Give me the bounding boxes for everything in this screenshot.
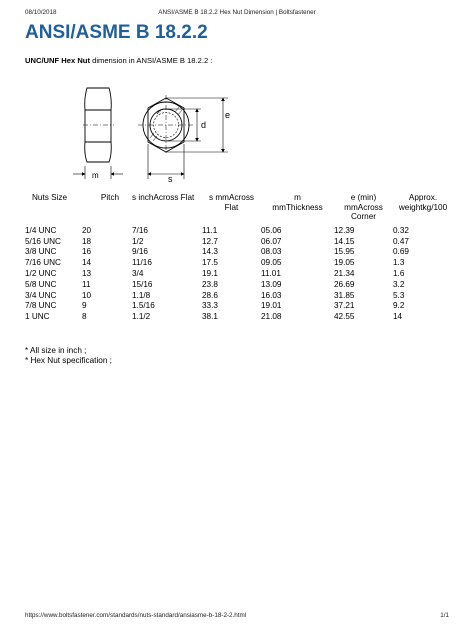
hex-nut-drawing bbox=[25, 70, 245, 185]
table-cell: 33.3 bbox=[202, 301, 218, 311]
table-cell: 5/16 UNC bbox=[25, 236, 61, 246]
table-row bbox=[25, 269, 453, 280]
table-cell: 42.55 bbox=[334, 312, 355, 322]
print-header bbox=[0, 9, 474, 19]
table-row bbox=[25, 258, 453, 269]
table-cell: 8 bbox=[82, 312, 87, 322]
nut-top-view bbox=[138, 95, 231, 179]
table-cell: 1.1/2 bbox=[132, 312, 151, 322]
table-cell: 13 bbox=[82, 268, 92, 278]
table-cell: 1/2 UNC bbox=[25, 268, 57, 278]
print-footer bbox=[0, 612, 474, 622]
table-cell: 0.32 bbox=[393, 225, 409, 235]
table-cell: 7/8 UNC bbox=[25, 301, 57, 311]
print-url: https://www.boltsfastener.com/standards/nuts-standard/ansiasme-b-18-2-2.html bbox=[25, 612, 247, 619]
table-cell: 1 UNC bbox=[25, 312, 50, 322]
table-header-row bbox=[25, 193, 453, 226]
table-cell: 1.3 bbox=[393, 258, 405, 268]
table-cell: 19.1 bbox=[202, 268, 218, 278]
table-cell: 08.03 bbox=[261, 247, 282, 257]
table-cell: 14.15 bbox=[334, 236, 355, 246]
table-cell: 06.07 bbox=[261, 236, 282, 246]
table-cell: 09.05 bbox=[261, 258, 282, 268]
table-cell: 1/2 bbox=[132, 236, 144, 246]
col-header-weight: Approx. weightkg/100 bbox=[398, 193, 448, 212]
table-cell: 9.2 bbox=[393, 301, 405, 311]
table-body bbox=[25, 226, 453, 323]
note-item: * All size in inch ; bbox=[25, 346, 87, 355]
table-cell: 0.47 bbox=[393, 236, 409, 246]
table-row bbox=[25, 280, 453, 291]
table-cell: 16 bbox=[82, 247, 92, 257]
page-subtitle bbox=[25, 56, 212, 65]
dimension-table bbox=[25, 193, 453, 323]
dim-label-e: e bbox=[225, 110, 231, 120]
table-cell: 9 bbox=[82, 301, 87, 311]
dim-label-d: d bbox=[201, 120, 207, 130]
page-title: ANSI/ASME B 18.2.2 bbox=[25, 22, 208, 43]
table-row bbox=[25, 312, 453, 323]
table-cell: 5.3 bbox=[393, 290, 405, 300]
table-cell: 12.7 bbox=[202, 236, 218, 246]
table-cell: 13.09 bbox=[261, 279, 282, 289]
table-cell: 05.06 bbox=[261, 225, 282, 235]
table-cell: 1.5/16 bbox=[132, 301, 155, 311]
table-cell: 14 bbox=[393, 312, 403, 322]
table-cell: 0.69 bbox=[393, 247, 409, 257]
table-cell: 17.5 bbox=[202, 258, 218, 268]
table-cell: 23.8 bbox=[202, 279, 218, 289]
table-row bbox=[25, 247, 453, 258]
col-header-e-min: e (min) mmAcross Corner bbox=[344, 193, 383, 222]
table-cell: 15.95 bbox=[334, 247, 355, 257]
table-cell: 19.01 bbox=[261, 301, 282, 311]
notes bbox=[25, 346, 112, 366]
table-cell: 3/8 UNC bbox=[25, 247, 57, 257]
dim-label-m: m bbox=[92, 171, 99, 180]
col-header-pitch: Pitch bbox=[100, 193, 120, 202]
table-cell: 28.6 bbox=[202, 290, 218, 300]
print-date: 08/10/2018 bbox=[25, 9, 57, 16]
print-page-number: 1/1 bbox=[440, 612, 449, 619]
table-cell: 26.69 bbox=[334, 279, 355, 289]
table-cell: 11/16 bbox=[132, 258, 152, 268]
table-row bbox=[25, 291, 453, 302]
table-cell: 19.05 bbox=[334, 258, 355, 268]
table-cell: 16.03 bbox=[261, 290, 282, 300]
table-cell: 5/8 UNC bbox=[25, 279, 57, 289]
col-header-s-mm: s mmAcross Flat bbox=[208, 193, 255, 212]
table-cell: 7/16 bbox=[132, 225, 148, 235]
table-cell: 31.85 bbox=[334, 290, 355, 300]
table-cell: 15/16 bbox=[132, 279, 153, 289]
table-cell: 14 bbox=[82, 258, 92, 268]
table-cell: 9/16 bbox=[132, 247, 148, 257]
table-row bbox=[25, 301, 453, 312]
table-cell: 14.3 bbox=[202, 247, 218, 257]
dim-label-s: s bbox=[168, 174, 173, 184]
table-cell: 1.6 bbox=[393, 268, 405, 278]
col-header-s-inch: s inchAcross Flat bbox=[132, 193, 195, 202]
table-cell: 3/4 UNC bbox=[25, 290, 57, 300]
table-cell: 21.34 bbox=[334, 268, 355, 278]
table-row bbox=[25, 237, 453, 248]
table-cell: 3.2 bbox=[393, 279, 405, 289]
nut-side-view bbox=[73, 88, 123, 179]
table-cell: 11 bbox=[82, 279, 91, 289]
table-cell: 37.21 bbox=[334, 301, 355, 311]
table-cell: 1.1/8 bbox=[132, 290, 151, 300]
table-row bbox=[25, 226, 453, 237]
subtitle-rest: dimension in ANSI/ASME B 18.2.2 : bbox=[89, 56, 213, 65]
print-title: ANSI/ASME B 18.2.2 Hex Nut Dimension | Boltsfastener bbox=[158, 9, 316, 16]
table-cell: 12.39 bbox=[334, 225, 355, 235]
table-cell: 20 bbox=[82, 225, 92, 235]
col-header-nuts-size: Nuts Size bbox=[32, 193, 68, 202]
nut-marking-top: ••• bbox=[155, 108, 164, 117]
subtitle-bold: UNC/UNF Hex Nut bbox=[25, 56, 90, 65]
note-item: * Hex Nut specification ; bbox=[25, 356, 112, 366]
table-cell: 1/4 UNC bbox=[25, 225, 57, 235]
table-cell: 3/4 bbox=[132, 268, 144, 278]
table-cell: 11.1 bbox=[202, 225, 218, 235]
table-cell: 18 bbox=[82, 236, 92, 246]
table-cell: 7/16 UNC bbox=[25, 258, 61, 268]
table-cell: 21.08 bbox=[261, 312, 282, 322]
col-header-m-mm: m mmThickness bbox=[272, 193, 323, 212]
table-cell: 10 bbox=[82, 290, 92, 300]
table-cell: 11.01 bbox=[261, 268, 281, 278]
table-cell: 38.1 bbox=[202, 312, 218, 322]
